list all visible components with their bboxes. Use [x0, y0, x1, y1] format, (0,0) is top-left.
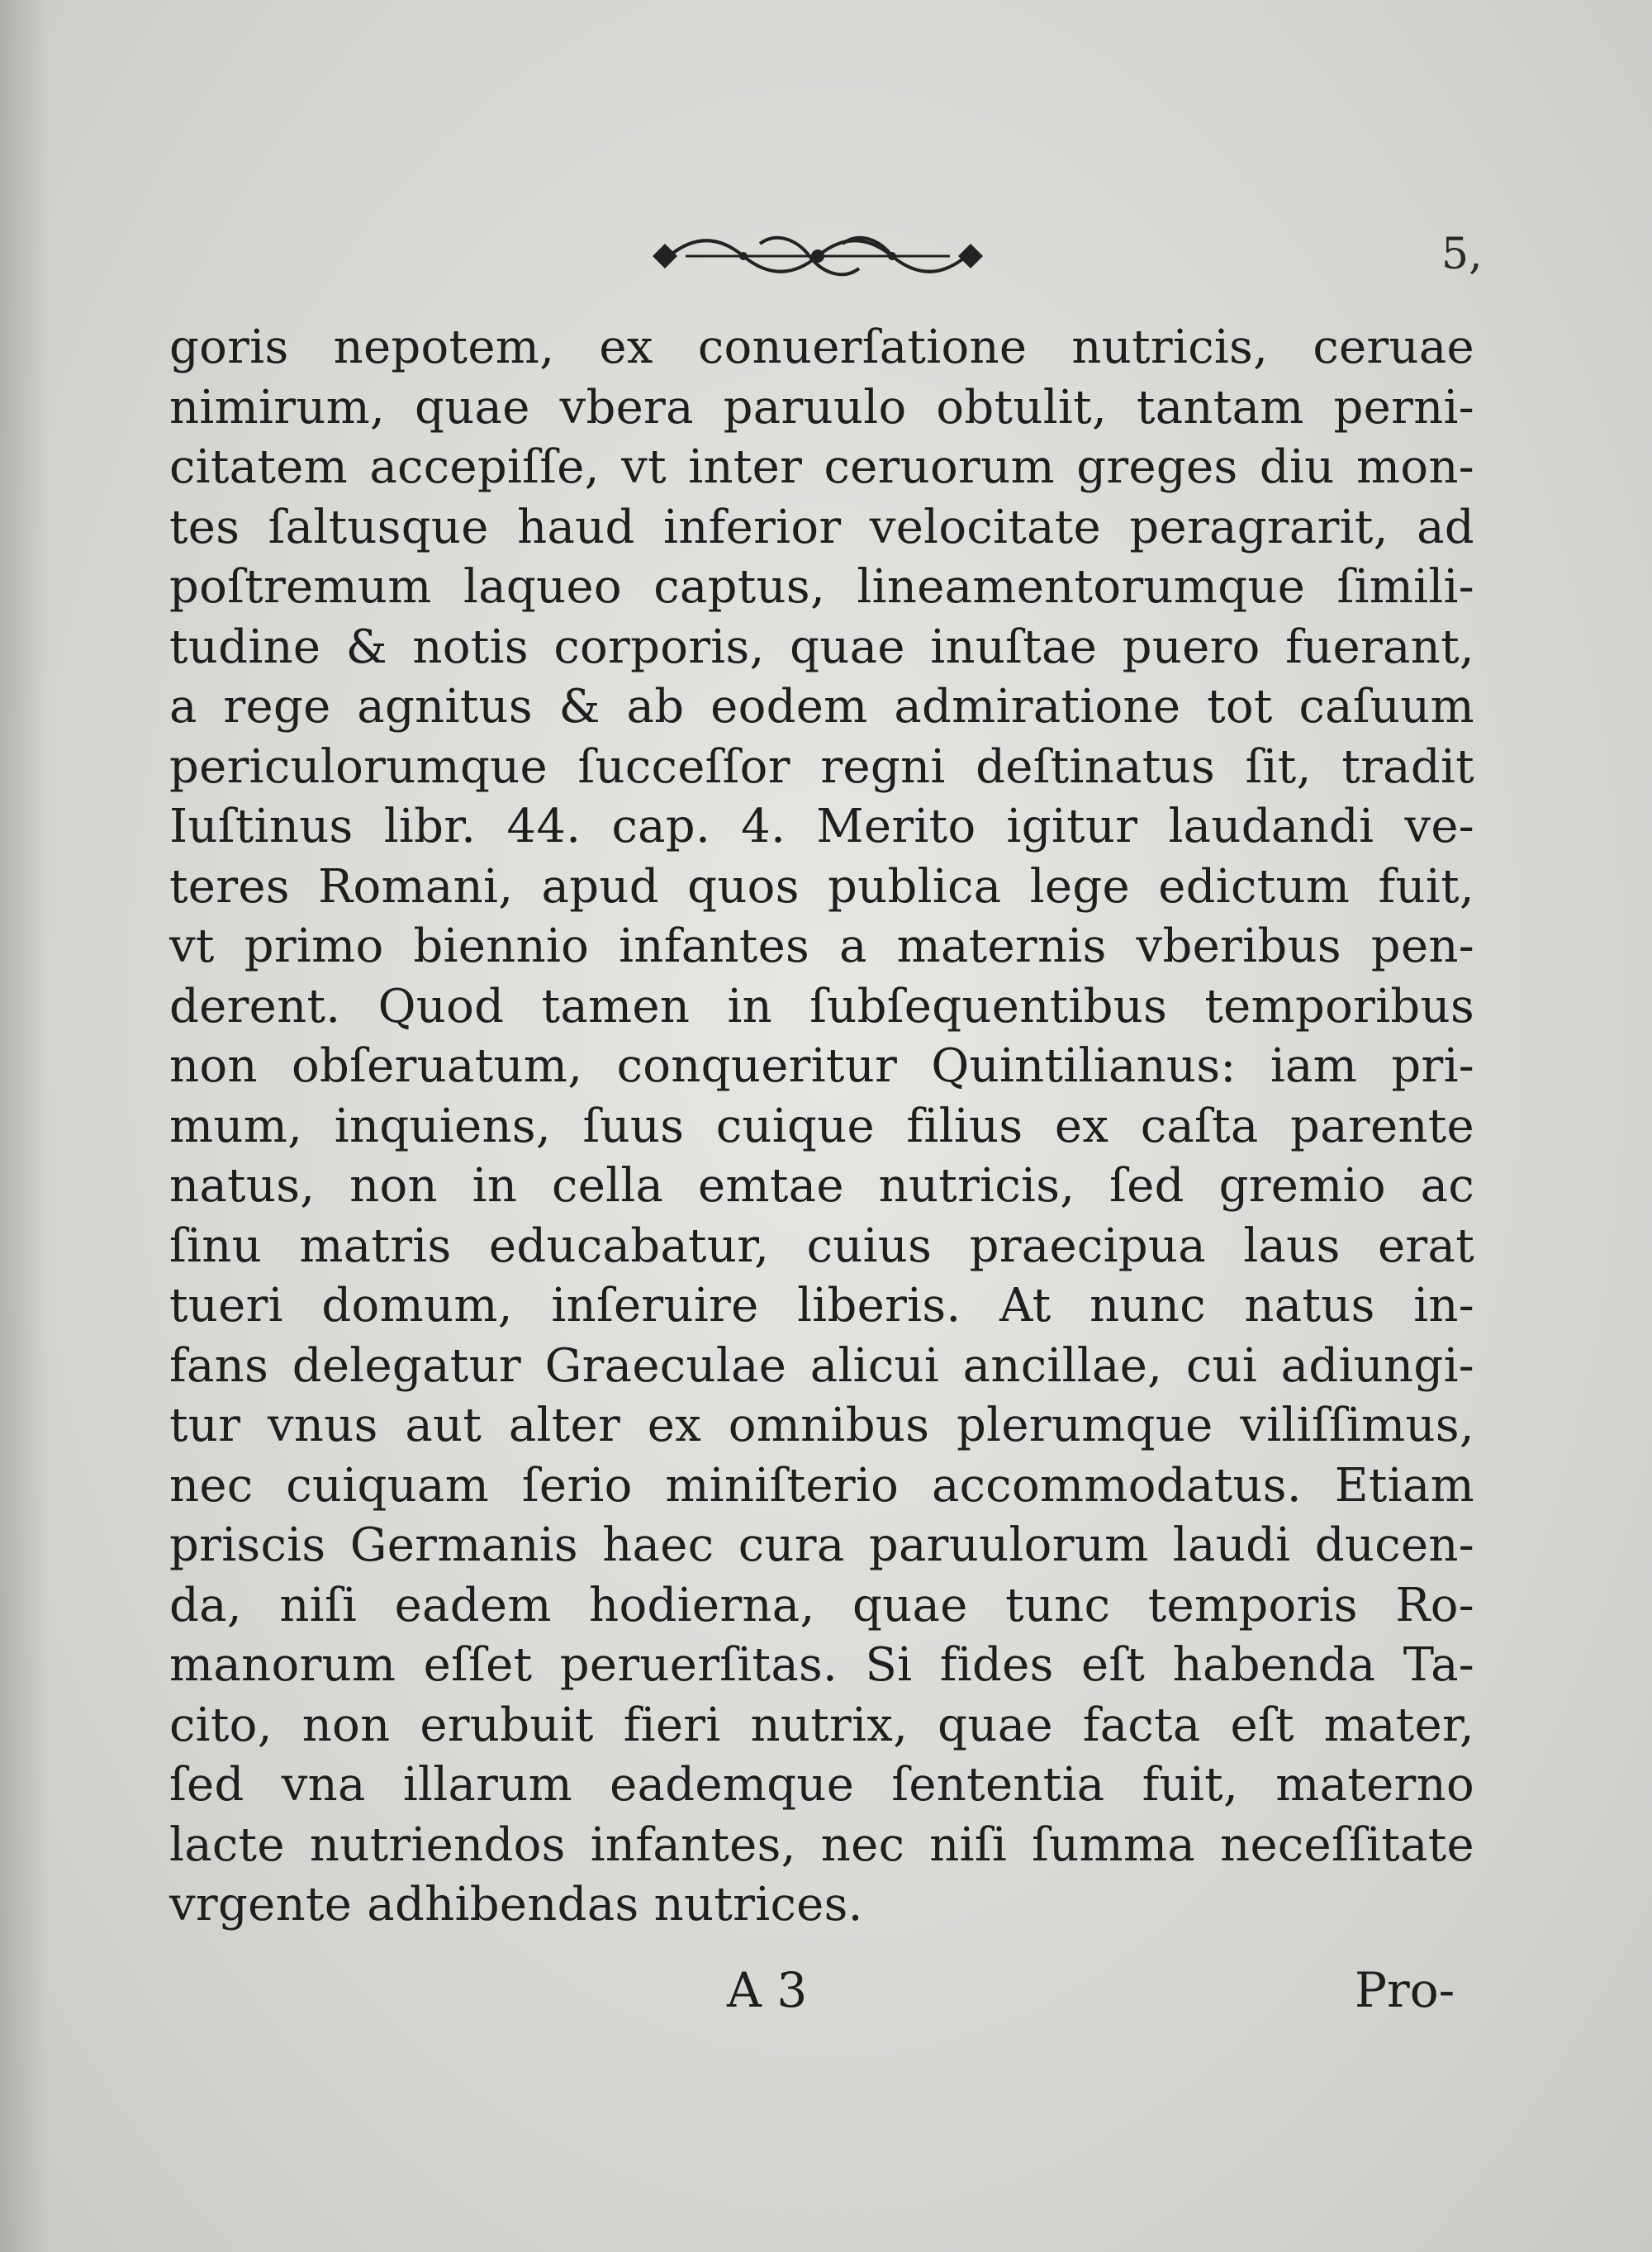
text-line: cito, non erubuit fieri nutrix, quae facta eſt mater,	[169, 1698, 1474, 1752]
text-line: tur vnus aut alter ex omnibus plerumque viliſſimus,	[169, 1399, 1474, 1452]
text-line: nec cuiquam ſerio miniſterio accommodatus. Etiam	[169, 1458, 1474, 1513]
printers-ornament	[636, 219, 999, 293]
text-line: citatem accepiſſe, vt inter ceruorum greges diu mon-	[169, 440, 1474, 494]
text-line: vt primo biennio infantes a maternis vberibus pen-	[169, 919, 1474, 973]
body-text	[169, 318, 1474, 1936]
text-line: priscis Germanis haec cura paruulorum laudi ducen-	[169, 1518, 1474, 1572]
text-line: fans delegatur Graeculae alicui ancillae, cui adiungi-	[169, 1338, 1474, 1393]
catchword: Pro-	[1355, 1962, 1455, 2018]
text-line: ſinu matris educabatur, cuius praecipua laus erat	[169, 1219, 1474, 1273]
page-number: 5,	[1441, 230, 1483, 279]
text-line: lacte nutriendos infantes, nec niſi ſumma neceſſitate	[169, 1817, 1474, 1872]
text-line: tudine & notis corporis, quae inuſtae puero fuerant,	[169, 620, 1474, 674]
text-line: periculorumque ſucceſſor regni deſtinatus ſit, tradit	[169, 739, 1474, 794]
signature-mark: A 3	[727, 1962, 808, 2018]
text-line: ſed vna illarum eademque ſententia fuit, materno	[169, 1758, 1474, 1812]
text-line-final: vrgente adhibendas nutrices.	[169, 1878, 863, 1931]
text-line: teres Romani, apud quos publica lege edictum fuit,	[169, 859, 1474, 914]
page-edge-shadow	[0, 0, 50, 2252]
text-line: natus, non in cella emtae nutricis, ſed gremio ac	[169, 1159, 1474, 1213]
text-line: nimirum, quae vbera paruulo obtulit, tantam perni-	[169, 380, 1474, 435]
text-line: non obſeruatum, conqueritur Quintilianus: iam pri-	[169, 1039, 1474, 1093]
text-line: mum, inquiens, ſuus cuique filius ex caſta parente	[169, 1099, 1474, 1153]
text-line: goris nepotem, ex conuerſatione nutricis, ceruae	[169, 321, 1474, 374]
text-line: Iuſtinus libr. 44. cap. 4. Merito igitur laudandi ve-	[169, 800, 1474, 853]
text-line: derent. Quod tamen in ſubſequentibus temporibus	[169, 979, 1474, 1033]
text-line: manorum eſſet peruerſitas. Si fides eſt habenda Ta-	[169, 1638, 1474, 1692]
text-line: poſtremum laqueo captus, lineamentorumque ſimili-	[169, 560, 1474, 614]
text-line: tes ſaltusque haud inferior velocitate peragrarit, ad	[169, 500, 1474, 554]
text-line: a rege agnitus & ab eodem admiratione tot caſuum	[169, 680, 1474, 734]
text-line: da, niſi eadem hodierna, quae tunc temporis Ro-	[169, 1578, 1474, 1632]
text-line: tueri domum, inſeruire liberis. At nunc natus in-	[169, 1279, 1474, 1333]
